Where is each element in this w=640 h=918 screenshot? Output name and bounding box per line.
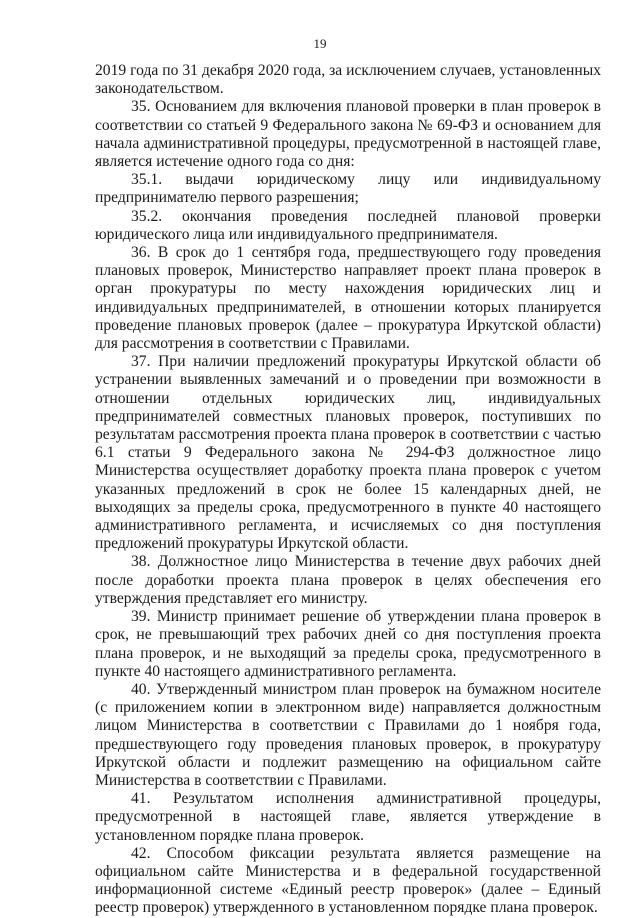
paragraph-continuation: 2019 года по 31 декабря 2020 года, за исключением случаев, установленных законодательством. [95,62,601,98]
paragraph-40: 40. Утвержденный министром план проверок на бумажном носителе (с приложением копии в электронном виде) направляется должностным лицом Министерства в соответствии с Правилами до 1 ноября года, предшествующего году проведения плановых проверок, в прокуратуру Иркутской области и подлежит размещению на официальном сайте Министерства в соответствии с Правилами. [95,680,601,789]
document-body [95,62,601,918]
paragraph-35: 35. Основанием для включения плановой проверки в план проверок в соответствии со статьей 9 Федерального закона № 69-ФЗ и основанием для начала административной процедуры, предусмотренной в настоящей главе, является истечение одного года со дня: [95,98,601,171]
page-number: 19 [313,36,327,51]
paragraph-37: 37. При наличии предложений прокуратуры Иркутской области об устранении выявленных замечаний и о проведении при возможности в отношении отдельных юридических лиц, индивидуальных предпринимателей совместных плановых проверок, поступивших по результатам рассмотрения проекта плана проверок в соответствии с частью 6.1 статьи 9 Федерального закона № 294-ФЗ должностное лицо Министерства осуществляет доработку проекта плана проверок с учетом указанных предложений в срок не более 15 календарных дней, не выходящих за пределы срока, предусмотренного в пункте 40 настоящего административного регламента, и исчисляемых со дня поступления предложений прокуратуры Иркутской области. [95,353,601,553]
paragraph-35-1: 35.1. выдачи юридическому лицу или индивидуальному предпринимателю первого разрешения; [95,171,601,207]
paragraph-42: 42. Способом фиксации результата является размещение на официальном сайте Министерства и в федеральной государственной информационной системе «Единый реестр проверок» (далее – Единый реестр проверок) утвержденного в установленном порядке плана проверок. [95,844,601,917]
paragraph-39: 39. Министр принимает решение об утверждении плана проверок в срок, не превышающий трех рабочих дней со дня поступления проекта плана проверок, и не выходящий за пределы срока, предусмотренного в пункте 40 настоящего административного регламента. [95,608,601,680]
paragraph-38: 38. Должностное лицо Министерства в течение двух рабочих дней после доработки проекта плана проверок в целях обеспечения его утверждения представляет его министру. [95,553,601,607]
paragraph-36: 36. В срок до 1 сентября года, предшествующего году проведения плановых проверок, Министерство направляет проект плана проверок в орган прокуратуры по месту нахождения юридических лиц и индивидуальных предпринимателей, в отношении которых планируется проведение плановых проверок (далее – прокуратура Иркутской области) для рассмотрения в соответствии с Правилами. [95,244,601,353]
paragraph-41: 41. Результатом исполнения административной процедуры, предусмотренной в настоящей главе, является утверждение в установленном порядке плана проверок. [95,790,601,844]
paragraph-35-2: 35.2. окончания проведения последней плановой проверки юридического лица или индивидуального предпринимателя. [95,207,601,243]
